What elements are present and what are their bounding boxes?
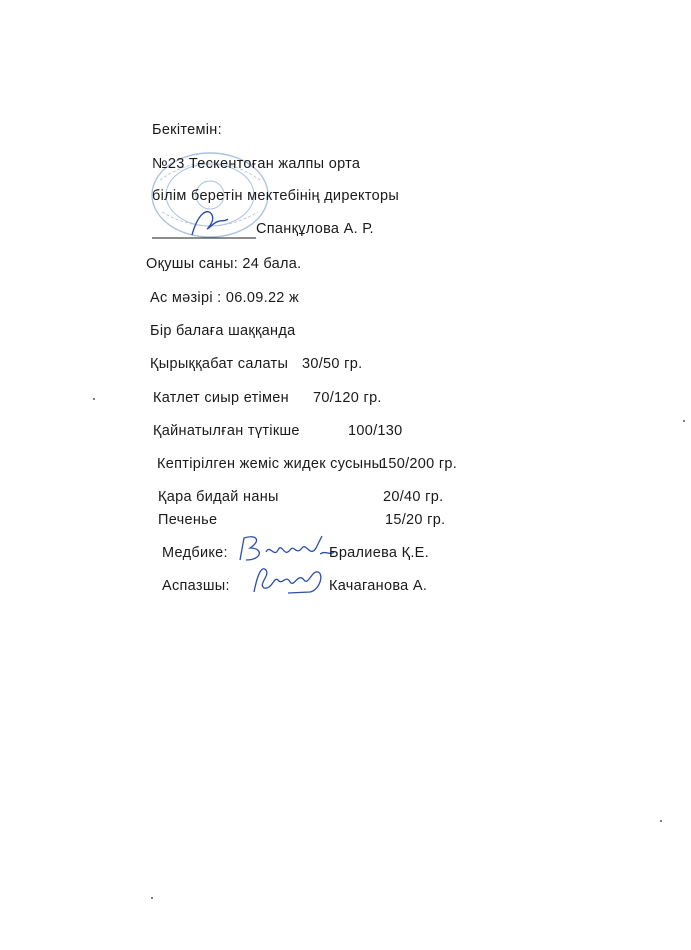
students-count: Оқушы саны: 24 бала. bbox=[146, 256, 302, 272]
menu-item-name: Қырыққабат салаты bbox=[150, 356, 289, 372]
menu-item-name: Кептірілген жеміс жидек сусыны bbox=[157, 456, 383, 472]
school-line-2: білім беретін мектебінің директоры bbox=[152, 188, 400, 204]
scan-speck bbox=[660, 820, 662, 822]
cook-label: Аспазшы: bbox=[162, 578, 230, 594]
director-name: Спанқұлова А. Р. bbox=[256, 221, 374, 237]
scan-speck bbox=[151, 897, 153, 899]
menu-date: Ас мәзірі : 06.09.22 ж bbox=[150, 290, 299, 306]
nurse-label: Медбике: bbox=[162, 545, 228, 561]
cook-name: Качаганова А. bbox=[329, 578, 428, 594]
menu-item-amount: 20/40 гр. bbox=[383, 489, 444, 505]
school-line-1: №23 Тескентоған жалпы орта bbox=[152, 156, 361, 172]
menu-item-name: Қайнатылған түтікше bbox=[153, 423, 300, 439]
scan-speck bbox=[683, 420, 685, 422]
menu-item-name: Катлет сиыр етімен bbox=[153, 390, 289, 406]
scan-speck bbox=[93, 398, 95, 400]
menu-item-amount: 70/120 гр. bbox=[313, 390, 382, 406]
menu-item-amount: 30/50 гр. bbox=[302, 356, 363, 372]
menu-item-name: Печенье bbox=[158, 512, 218, 528]
per-child-heading: Бір балаға шаққанда bbox=[150, 323, 296, 339]
cook-signature bbox=[248, 562, 332, 598]
menu-item-amount: 100/130 bbox=[348, 423, 403, 439]
approve-label: Бекітемін: bbox=[152, 122, 222, 138]
nurse-name: Бралиева Қ.Е. bbox=[329, 545, 429, 561]
menu-item-amount: 150/200 гр. bbox=[380, 456, 458, 472]
director-signature bbox=[150, 205, 260, 241]
menu-item-name: Қара бидай наны bbox=[158, 489, 279, 505]
menu-item-amount: 15/20 гр. bbox=[385, 512, 446, 528]
